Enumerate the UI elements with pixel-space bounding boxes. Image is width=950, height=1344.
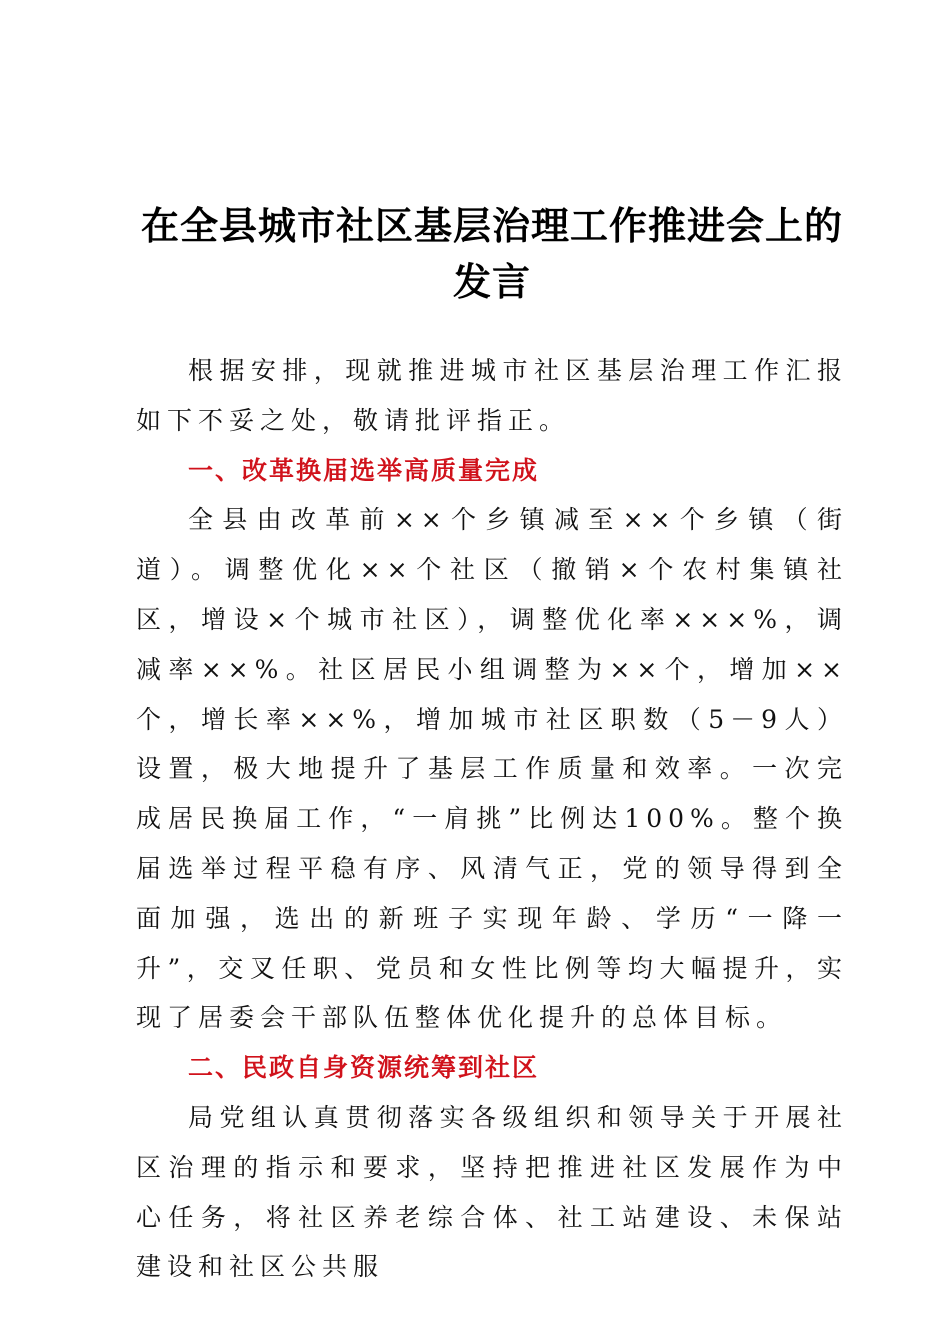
section-2-body: 局党组认真贯彻落实各级组织和领导关于开展社区治理的指示和要求，坚持把推进社区发展作为中心任务，将社区养老综合体、社工站建设、未保站建设和社区公共服	[136, 1102, 848, 1282]
section-1-body: 全县由改革前××个乡镇减至××个乡镇（街道）。调整优化××个社区（撤销×个农村集镇社区，增设×个城市社区），调整优化率×××%，调减率××%。社区居民小组调整为××个，增加××个，增长率××%，增加城市社区职数（5－9人）设置，极大地提升了基层工作质量和效率。一次完成居民换届工作，“一肩挑”比例达100%。整个换届选举过程平稳有序、风清气正，党的领导得到全面加强，选出的新班子实现年龄、学历“一降一升”，交叉任职、党员和女性比例等均大幅提升，实现了居委会干部队伍整体优化提升的总体目标。	[136, 505, 848, 1033]
section-1-heading: 一、改革换届选举高质量完成	[188, 455, 540, 485]
title-spacer	[136, 310, 848, 346]
section-2-heading: 二、民政自身资源统筹到社区	[188, 1053, 540, 1083]
document-page	[136, 198, 848, 1292]
intro-paragraph: 根据安排，现就推进城市社区基层治理工作汇报如下不妥之处，敬请批评指正。	[136, 356, 848, 435]
document-title: 在全县城市社区基层治理工作推进会上的发言	[140, 204, 843, 304]
